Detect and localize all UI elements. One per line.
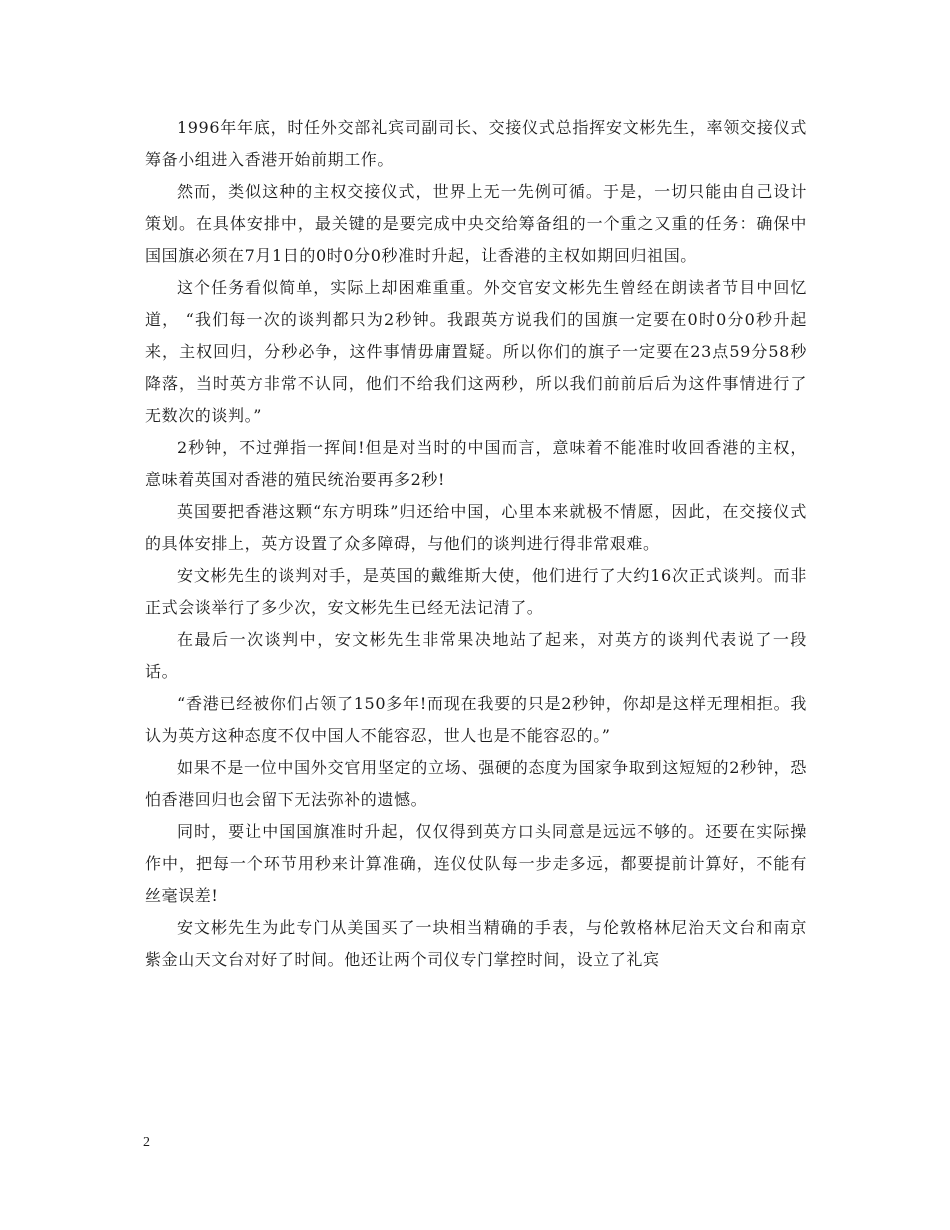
paragraph: 在最后一次谈判中，安文彬先生非常果决地站了起来，对英方的谈判代表说了一段话。	[145, 630, 807, 681]
page-number: 2	[143, 1135, 150, 1150]
paragraph: 2秒钟，不过弹指一挥间!但是对当时的中国而言，意味着不能准时收回香港的主权，意味着英国对香港的殖民统治要再多2秒!	[145, 438, 807, 489]
paragraph: 安文彬先生的谈判对手，是英国的戴维斯大使，他们进行了大约16次正式谈判。而非正式会谈举行了多少次，安文彬先生已经无法记清了。	[145, 566, 807, 617]
paragraph: 1996年年底，时任外交部礼宾司副司长、交接仪式总指挥安文彬先生，率领交接仪式筹备小组进入香港开始前期工作。	[145, 118, 807, 169]
paragraph: 安文彬先生为此专门从美国买了一块相当精确的手表，与伦敦格林尼治天文台和南京紫金山天文台对好了时间。他还让两个司仪专门掌控时间，设立了礼宾	[145, 918, 807, 969]
document-body	[145, 112, 807, 976]
paragraph: 然而，类似这种的主权交接仪式，世界上无一先例可循。于是，一切只能由自己设计策划。在具体安排中，最关键的是要完成中央交给筹备组的一个重之又重的任务：确保中国国旗必须在7月1日的0时0分0秒准时升起，让香港的主权如期回归祖国。	[145, 182, 807, 265]
paragraph: “香港已经被你们占领了150多年!而现在我要的只是2秒钟，你却是这样无理相拒。我认为英方这种态度不仅中国人不能容忍，世人也是不能容忍的。”	[145, 694, 807, 745]
paragraph: 如果不是一位中国外交官用坚定的立场、强硬的态度为国家争取到这短短的2秒钟，恐怕香港回归也会留下无法弥补的遗憾。	[145, 758, 807, 809]
paragraph: 这个任务看似简单，实际上却困难重重。外交官安文彬先生曾经在朗读者节目中回忆道， “我们每一次的谈判都只为2秒钟。我跟英方说我们的国旗一定要在0时0分0秒升起来，主权回归，分秒必争，这件事情毋庸置疑。所以你们的旗子一定要在23点59分58秒降落，当时英方非常不认同，他们不给我们这两秒，所以我们前前后后为这件事情进行了无数次的谈判。”	[145, 278, 807, 425]
paragraph: 同时，要让中国国旗准时升起，仅仅得到英方口头同意是远远不够的。还要在实际操作中，把每一个环节用秒来计算准确，连仪仗队每一步走多远，都要提前计算好，不能有丝毫误差!	[145, 822, 807, 905]
paragraph: 英国要把香港这颗“东方明珠”归还给中国，心里本来就极不情愿，因此，在交接仪式的具体安排上，英方设置了众多障碍，与他们的谈判进行得非常艰难。	[145, 502, 807, 553]
